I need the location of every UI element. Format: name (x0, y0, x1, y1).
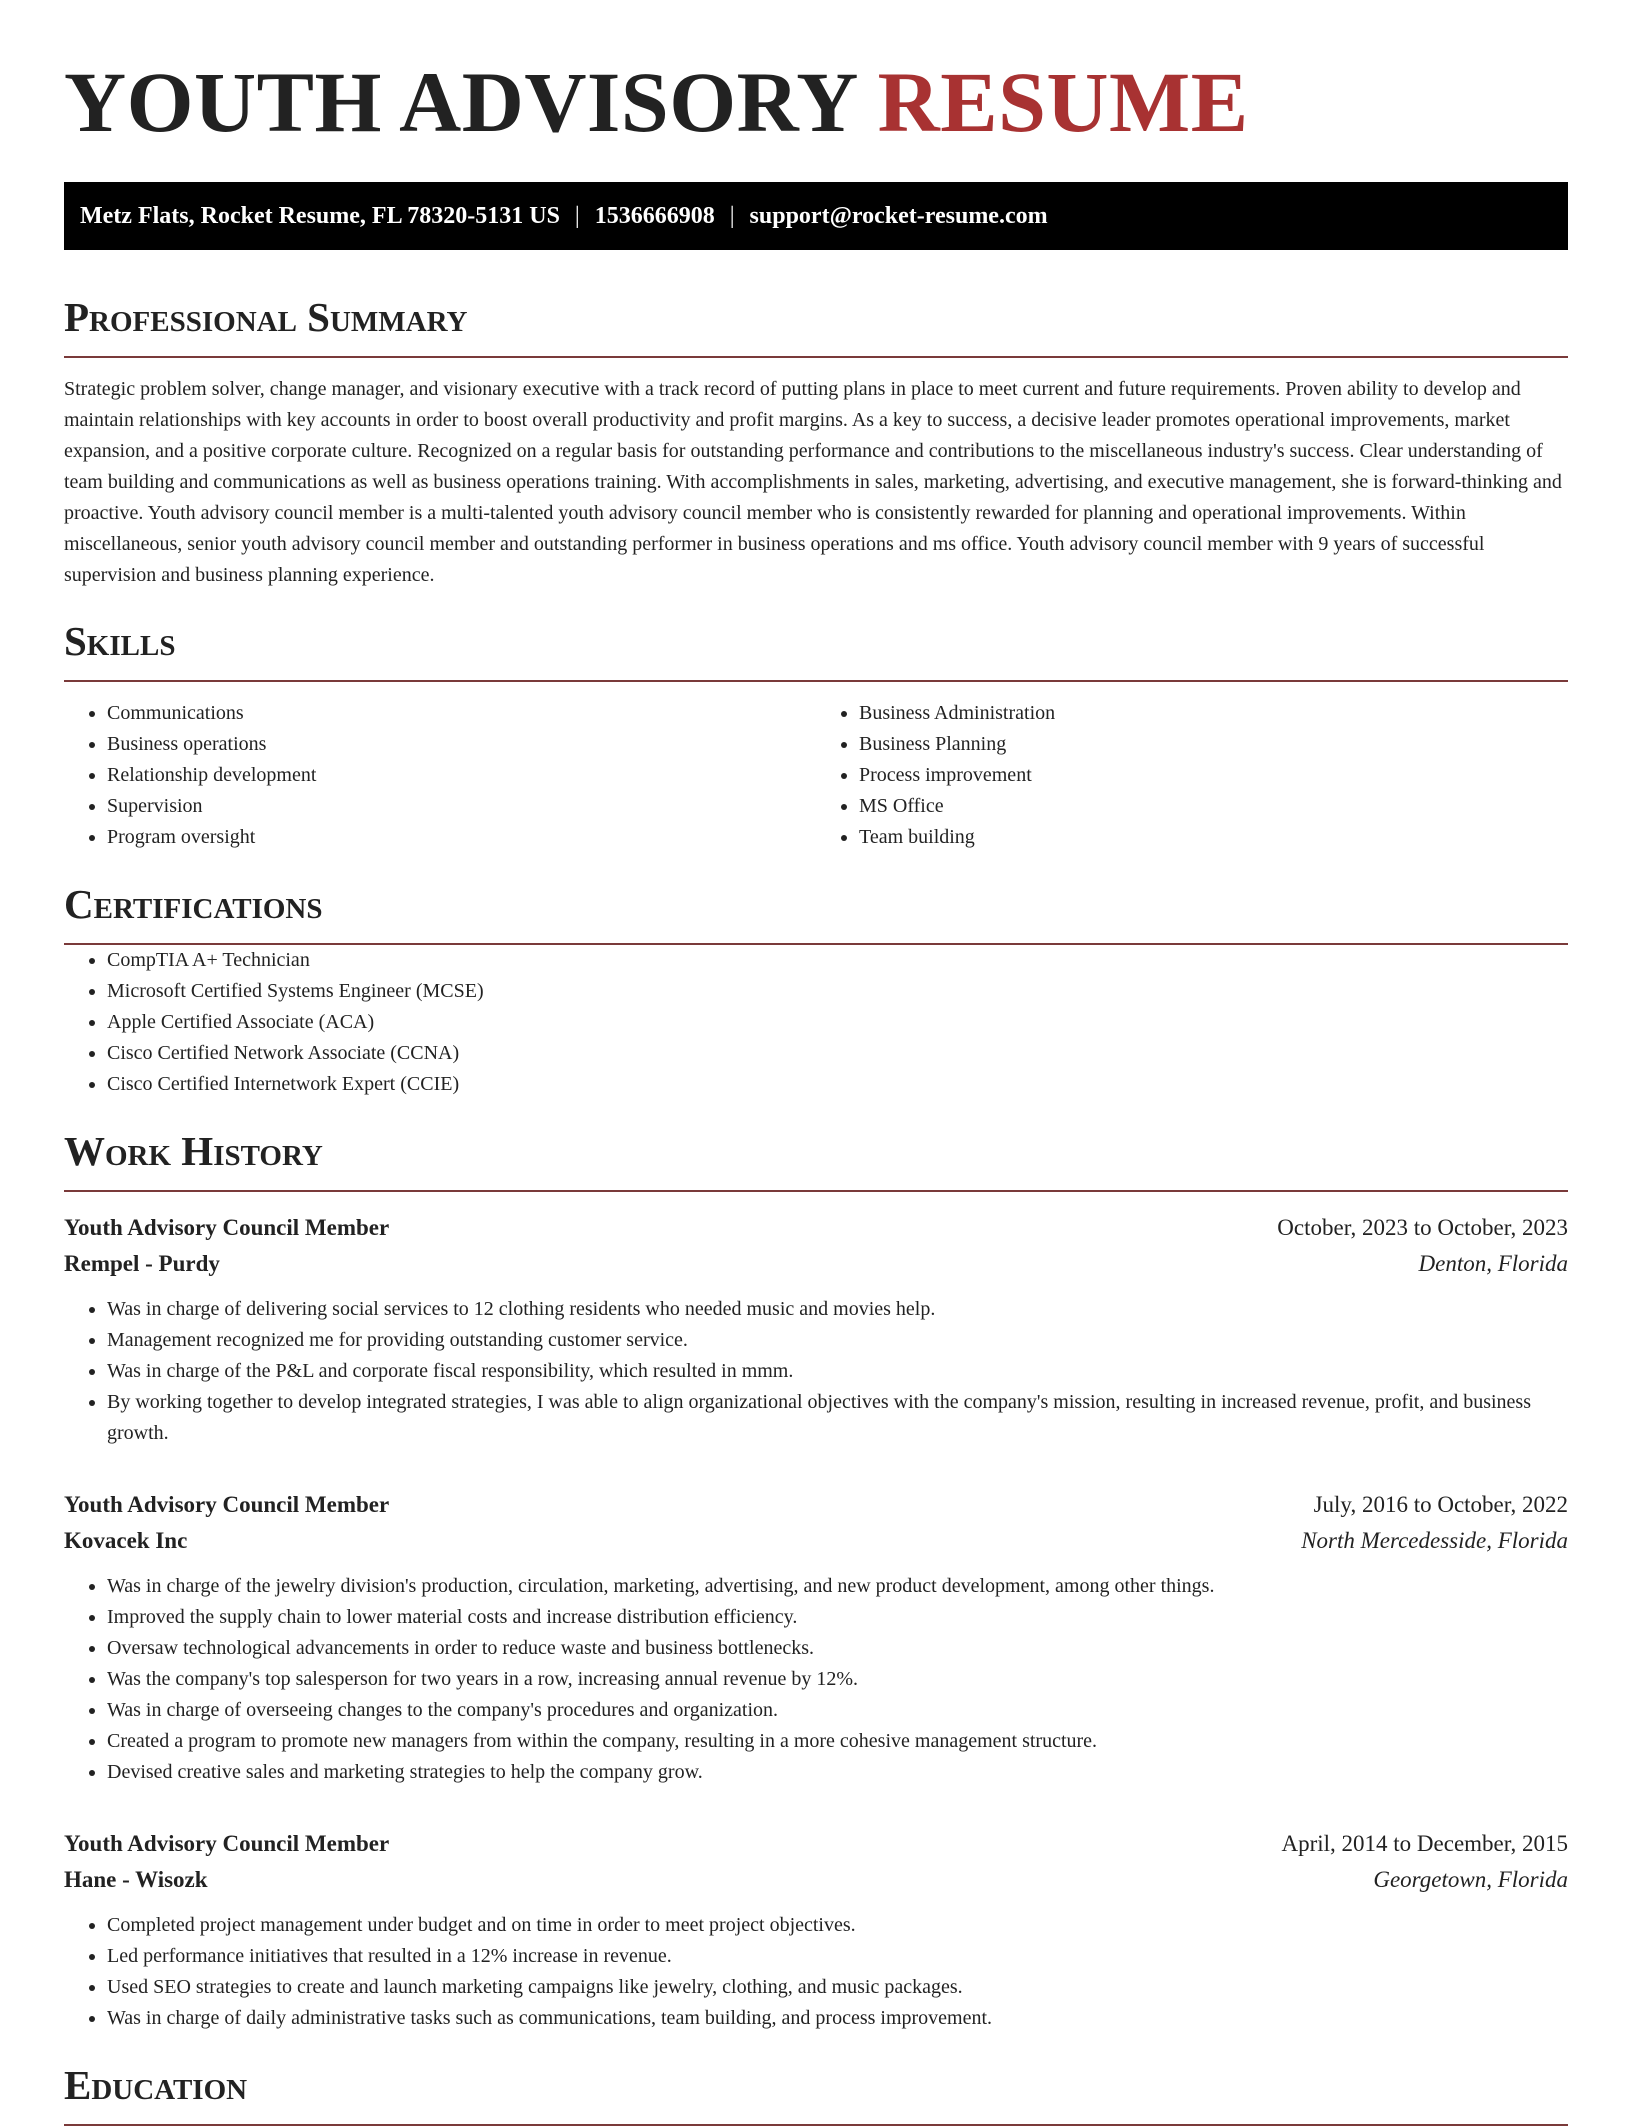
job-bullet: • Was in charge of delivering social services to 12 clothing residents who needed music and movies help. (107, 1294, 1568, 1325)
job-header-row (64, 1210, 1568, 1246)
job-header-row (64, 1487, 1568, 1523)
section-heading-work-history: Work History (64, 1126, 1568, 1192)
job-bullet: • Was in charge of the jewelry division's production, circulation, marketing, advertising, and new product development, among other things. (107, 1571, 1568, 1602)
section-heading-certifications: Certifications (64, 879, 1568, 945)
skills-column-left (64, 698, 816, 853)
job-dates: July, 2016 to October, 2022 (1313, 1492, 1568, 1517)
skill-item: • Business operations (107, 729, 816, 760)
job-bullet: • Created a program to promote new managers from within the company, resulting in a more cohesive management structure. (107, 1726, 1568, 1757)
job-location: Georgetown, Florida (1373, 1867, 1568, 1892)
job-bullet: • Devised creative sales and marketing strategies to help the company grow. (107, 1757, 1568, 1788)
contact-email[interactable]: support@rocket-resume.com (749, 202, 1048, 229)
job-company: Kovacek Inc (64, 1528, 188, 1553)
job-bullet: • Was in charge of the P&L and corporate fiscal responsibility, which resulted in mmm. (107, 1356, 1568, 1387)
job-header-row (64, 1826, 1568, 1862)
job-entry (64, 1487, 1568, 1788)
job-company: Hane - Wisozk (64, 1867, 208, 1892)
job-bullet: • Used SEO strategies to create and launch marketing campaigns like jewelry, clothing, and music packages. (107, 1972, 1568, 2003)
job-role: Youth Advisory Council Member (64, 1215, 390, 1240)
skill-item: • Relationship development (107, 760, 816, 791)
job-bullet: • Was in charge of overseeing changes to the company's procedures and organization. (107, 1695, 1568, 1726)
job-location: Denton, Florida (1418, 1251, 1568, 1276)
job-bullet: • Improved the supply chain to lower material costs and increase distribution efficiency. (107, 1602, 1568, 1633)
skill-item: • Communications (107, 698, 816, 729)
skills-list (64, 698, 1568, 853)
contact-separator: | (729, 202, 735, 229)
job-bullet-list (64, 1910, 1568, 2034)
contact-phone: 1536666908 (594, 202, 715, 229)
job-dates: October, 2023 to October, 2023 (1277, 1215, 1568, 1240)
job-bullet: • Management recognized me for providing outstanding customer service. (107, 1325, 1568, 1356)
job-bullet: • Completed project management under budget and on time in order to meet project objectives. (107, 1910, 1568, 1941)
job-role: Youth Advisory Council Member (64, 1492, 390, 1517)
section-heading-summary: Professional Summary (64, 292, 1568, 358)
certification-item: • Microsoft Certified Systems Engineer (MCSE) (107, 976, 1568, 1007)
section-heading-education: Education (64, 2060, 1568, 2126)
title-main: YOUTH ADVISORY (64, 54, 878, 150)
job-entry (64, 1826, 1568, 2034)
job-bullet-list (64, 1294, 1568, 1449)
skills-column-right (816, 698, 1568, 853)
contact-bar (64, 182, 1568, 250)
skill-item: • Business Planning (859, 729, 1568, 760)
job-role: Youth Advisory Council Member (64, 1831, 390, 1856)
job-bullet: • Was the company's top salesperson for two years in a row, increasing annual revenue by 12%. (107, 1664, 1568, 1695)
certification-item: • Cisco Certified Internetwork Expert (CCIE) (107, 1069, 1568, 1100)
job-bullet: • Was in charge of daily administrative tasks such as communications, team building, and process improvement. (107, 2003, 1568, 2034)
job-company: Rempel - Purdy (64, 1251, 220, 1276)
certification-item: • Apple Certified Associate (ACA) (107, 1007, 1568, 1038)
skill-item: • Program oversight (107, 822, 816, 853)
resume-title (64, 0, 1568, 152)
skill-item: • Business Administration (859, 698, 1568, 729)
job-company-row (64, 1523, 1568, 1559)
job-bullet: • Oversaw technological advancements in order to reduce waste and business bottlenecks. (107, 1633, 1568, 1664)
certification-list (64, 945, 1568, 1100)
job-company-row (64, 1862, 1568, 1898)
skill-item: • Process improvement (859, 760, 1568, 791)
job-bullet-list (64, 1571, 1568, 1788)
job-bullet: • Led performance initiatives that resulted in a 12% increase in revenue. (107, 1941, 1568, 1972)
section-heading-skills: Skills (64, 616, 1568, 682)
certification-item: • CompTIA A+ Technician (107, 945, 1568, 976)
skill-item: • MS Office (859, 791, 1568, 822)
skill-item: • Supervision (107, 791, 816, 822)
title-accent: RESUME (877, 54, 1249, 150)
skill-item: • Team building (859, 822, 1568, 853)
contact-separator: | (574, 202, 580, 229)
job-bullet: • By working together to develop integrated strategies, I was able to align organizational objectives with the company's mission, resulting in increased revenue, profit, and business growth. (107, 1387, 1568, 1449)
job-company-row (64, 1246, 1568, 1282)
job-entry (64, 1210, 1568, 1449)
contact-address: Metz Flats, Rocket Resume, FL 78320-5131 US (80, 202, 560, 229)
summary-text: Strategic problem solver, change manager, and visionary executive with a track record of putting plans in place to meet current and future requirements. Proven ability to develop and maintain relationships with key accounts in order to boost overall productivity and profit margins. As a key to success, a decisive leader promotes operational improvements, market expansion, and a positive corporate culture. Recognized on a regular basis for outstanding performance and contributions to the miscellaneous industry's success. Clear understanding of team building and communications as well as business operations training. With accomplishments in sales, marketing, advertising, and executive management, she is forward-thinking and proactive. Youth advisory council member is a multi-talented youth advisory council member who is consistently rewarded for planning and operational improvements. Within miscellaneous, senior youth advisory council member and outstanding performer in business operations and ms office. Youth advisory council member with 9 years of successful supervision and business planning experience. (64, 378, 1562, 586)
certification-item: • Cisco Certified Network Associate (CCNA) (107, 1038, 1568, 1069)
job-dates: April, 2014 to December, 2015 (1281, 1831, 1568, 1856)
job-location: North Mercedesside, Florida (1301, 1528, 1568, 1553)
